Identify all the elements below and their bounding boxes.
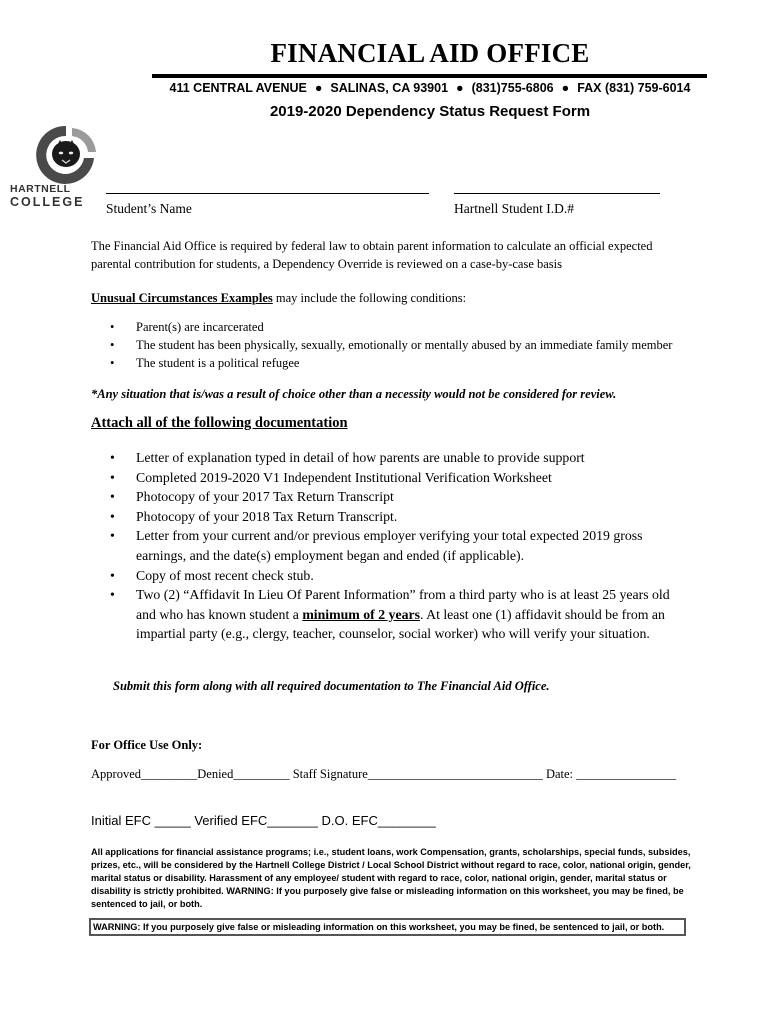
fax-number: FAX (831) 759-6014 — [577, 81, 691, 95]
list-item — [110, 585, 680, 644]
student-id-label: Hartnell Student I.D.# — [454, 201, 574, 216]
header-rule — [152, 74, 707, 78]
documentation-list — [110, 448, 680, 644]
logo-line-2: COLLEGE — [10, 195, 85, 209]
efc-line: Initial EFC _____ Verified EFC_______ D.O. EFC________ — [91, 813, 436, 828]
list-item: • Photocopy of your 2018 Tax Return Transcript. — [110, 507, 680, 527]
page-title: FINANCIAL AID OFFICE — [270, 38, 590, 68]
list-item: • Letter from your current and/or previous employer verifying your total expected 2019 gross earnings, and the date(s) employment began and ended (if applicable). — [110, 526, 680, 565]
approval-line: Approved_________Denied_________ Staff Signature____________________________ Date: ________________ — [91, 767, 677, 781]
form-title: 2019-2020 Dependency Status Request Form — [269, 103, 591, 120]
unusual-circumstances-list — [110, 318, 710, 372]
street-address: 411 CENTRAL AVENUE — [169, 81, 307, 95]
list-item: • The student has been physically, sexually, emotionally or mentally abused by an immediate family member — [110, 336, 710, 354]
list-item: • Copy of most recent check stub. — [110, 566, 680, 586]
list-item: • Letter of explanation typed in detail of how parents are unable to provide support — [110, 448, 680, 468]
bullet-separator: ● — [456, 81, 464, 95]
list-item: • Photocopy of your 2017 Tax Return Transcript — [110, 487, 680, 507]
list-item: • Parent(s) are incarcerated — [110, 318, 710, 336]
unusual-heading-label: Unusual Circumstances Examples — [91, 291, 273, 305]
submit-note: Submit this form along with all required documentation to The Financial Aid Office. — [113, 679, 550, 693]
unusual-heading-rest: may include the following conditions: — [272, 291, 467, 305]
choice-note: *Any situation that is/was a result of choice other than a necessity would not be considered for review. — [91, 387, 617, 401]
documentation-heading: Attach all of the following documentation — [91, 415, 348, 431]
city-address: SALINAS, CA 93901 — [330, 81, 449, 95]
student-name-label: Student’s Name — [106, 201, 192, 216]
list-item: • The student is a political refugee — [110, 354, 710, 372]
office-use-heading: For Office Use Only: — [91, 738, 203, 752]
college-logo-text — [10, 183, 100, 209]
unusual-circumstances-heading — [91, 289, 691, 307]
student-id-field[interactable] — [454, 193, 660, 194]
affidavit-text-pre: Two (2) “Affidavit In Lieu Of Parent Information” from a third party who is at least 25 years old and who has known student a — [136, 587, 670, 622]
hartnell-panther-logo-icon — [34, 124, 98, 186]
phone-number: (831)755-6806 — [471, 81, 554, 95]
bullet-separator: ● — [561, 81, 570, 95]
intro-paragraph: The Financial Aid Office is required by federal law to obtain parent information to calculate an official expected parental contribution for students, a Dependency Override is reviewed on a case-by-case basis — [91, 239, 653, 271]
logo-line-1: HARTNELL — [10, 183, 71, 195]
nondiscrimination-statement: All applications for financial assistance programs; i.e., student loans, work Compensation, grants, scholarships, special funds, subsides, prizes, etc., will be considered by the Hartnell College District / Local School District without regard to race, color, national origin, gender, marital status or disability. Harassment of any employee/ student with regard to race, color, national origin, gender, marital status or disability is strictly prohibited. WARNING: If you purposely give false or misleading information on this worksheet, you may be fined, be sentenced to jail, or both. — [91, 847, 691, 909]
bullet-separator: ● — [314, 81, 323, 95]
student-name-field[interactable] — [106, 193, 429, 194]
affidavit-text-post: . At least one (1) affidavit should be from an impartial party (e.g., clergy, teacher, counselor, social worker) who will verify your situation. — [136, 606, 665, 642]
list-item: • Completed 2019-2020 V1 Independent Institutional Verification Worksheet — [110, 468, 680, 488]
warning-box: WARNING: If you purposely give false or misleading information on this worksheet, you may be fined, be sentenced to jail, or both. — [89, 918, 686, 936]
affidavit-minimum-emphasis: minimum of 2 years — [302, 606, 420, 622]
address-line — [150, 81, 710, 95]
